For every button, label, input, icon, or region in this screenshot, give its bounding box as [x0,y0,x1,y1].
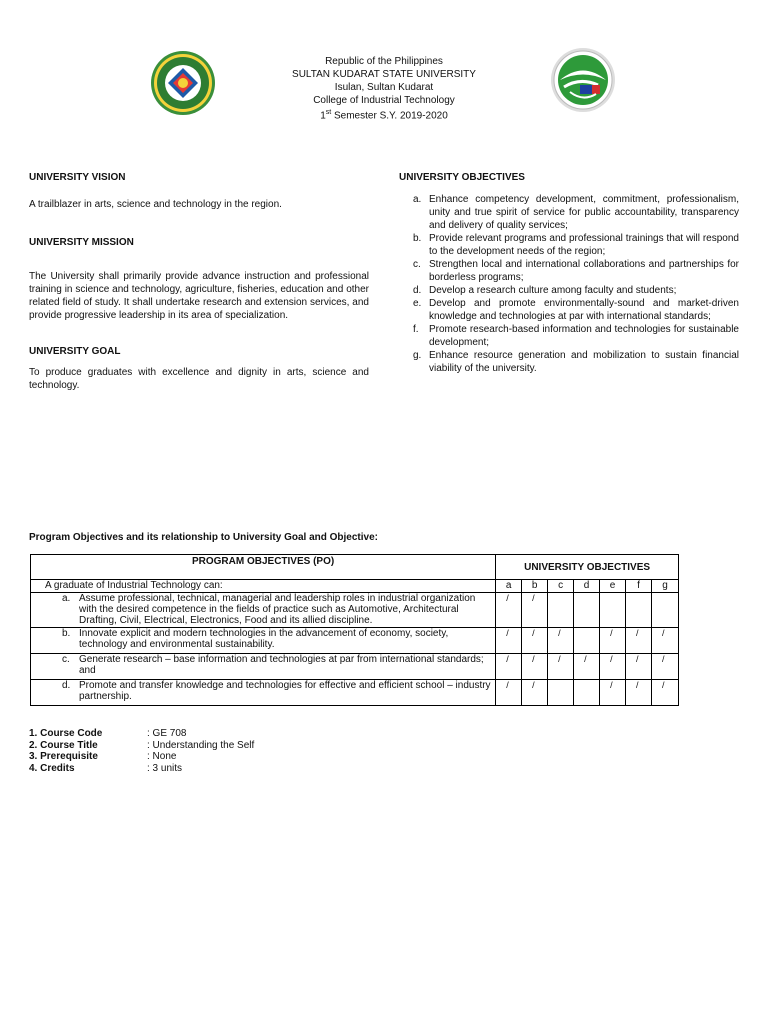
objective-letter: f. [413,324,419,335]
header-republic: Republic of the Philippines [325,56,443,67]
course-row [29,740,254,752]
program-heading: Program Objectives and its relationship to University Goal and Objective: [29,532,378,543]
header-college: College of Industrial Technology [313,95,455,106]
mark-cell: / [496,654,522,680]
goal-title: UNIVERSITY GOAL [29,346,121,357]
table-subheader-row [31,580,679,593]
po-letter: c. [62,654,70,665]
mark-cell: / [548,654,574,680]
po-letter: d. [62,680,71,691]
objective-item [399,284,739,297]
po-cell [31,680,496,706]
column-b: b [522,580,548,593]
po-description: Promote and transfer knowledge and technologies for effective and efficient school – industry partnership. [79,680,491,702]
mark-cell: / [522,654,548,680]
objectives-title: UNIVERSITY OBJECTIVES [399,172,525,183]
mark-cell [548,680,574,706]
objective-item [399,297,739,323]
mark-cell [574,680,600,706]
vision-text: A trailblazer in arts, science and technology in the region. [29,199,282,210]
objective-item [399,349,739,375]
course-value: : Understanding the Self [147,739,255,751]
course-row [29,751,254,763]
header-location: Isulan, Sultan Kudarat [334,82,434,93]
course-value: : 3 units [147,762,183,774]
objective-letter: c. [413,259,421,270]
course-details [29,728,254,774]
objective-letter: g. [413,350,422,361]
mark-cell: / [496,593,522,628]
course-label: 2. Course Title [29,739,98,751]
po-description: Generate research – base information and technologies at par from international standards; and [79,654,484,676]
po-letter: a. [62,593,71,604]
mark-cell [600,593,626,628]
po-description: Assume professional, technical, managerial and leadership roles in industrial organization with the desired competence in the fields of practice such as Automotive, Architectural Drafting, Civil, Electrical, Electronics, Food and its allied discipline. [79,593,476,626]
semester-label: Semester S.Y. 2019-2020 [331,110,448,122]
goal-text: To produce graduates with excellence and dignity in arts, science and technology. [29,367,369,391]
objective-text: Develop a research culture among faculty and students; [429,285,677,296]
column-g: g [652,580,679,593]
table-row [31,628,679,654]
mark-cell: / [626,654,652,680]
header-university: SULTAN KUDARAT STATE UNIVERSITY [292,69,476,80]
course-row [29,728,254,740]
mission-text: The University shall primarily provide advance instruction and professional training in science and technology, agriculture, fisheries, education and other related field of study. It shall undertake research and extension services, and provide progressive leadership in its area of specialization. [29,271,369,321]
objective-text: Strengthen local and international collaborations and partnerships for borderless programs; [429,259,739,283]
mark-cell: / [626,628,652,654]
objective-item [399,323,739,349]
table-header-row [31,555,679,580]
objective-text: Enhance resource generation and mobilization to sustain financial viability of the university. [429,350,739,374]
semester-suffix: st [325,109,332,116]
table-row [31,593,679,628]
table-row [31,680,679,706]
column-e: e [600,580,626,593]
po-intro: A graduate of Industrial Technology can: [31,580,496,593]
uo-header: UNIVERSITY OBJECTIVES [496,555,679,580]
objective-text: Develop and promote environmentally-sound and market-driven knowledge and technologies at par with international standards; [429,298,739,322]
column-d: d [574,580,600,593]
mark-cell: / [652,654,679,680]
objective-item [399,193,739,232]
objectives-list [399,193,739,375]
course-label: 3. Prerequisite [29,751,98,762]
column-a: a [496,580,522,593]
mark-cell: / [574,654,600,680]
mark-cell: / [496,680,522,706]
mark-cell: / [600,680,626,706]
column-c: c [548,580,574,593]
po-description: Innovate explicit and modern technologies in the advancement of economy, society, technology and environmental sustainability. [79,628,449,650]
objective-text: Enhance competency development, commitment, professionalism, unity and true spirit of service for public accountability, transparency and delivery of quality services; [429,194,739,231]
objective-text: Provide relevant programs and professional trainings that will respond to the development needs of the region; [429,233,739,257]
objective-item [399,258,739,284]
po-letter: b. [62,628,71,639]
mark-cell: / [548,628,574,654]
mission-title: UNIVERSITY MISSION [29,237,134,248]
vision-title: UNIVERSITY VISION [29,172,126,183]
mark-cell: / [496,628,522,654]
mark-cell: / [600,654,626,680]
course-label: 4. Credits [29,762,75,774]
po-cell [31,628,496,654]
program-objectives-table [30,554,679,706]
po-header: PROGRAM OBJECTIVES (PO) [31,555,496,580]
objective-letter: d. [413,285,422,296]
mark-cell: / [522,628,548,654]
objective-text: Promote research-based information and technologies for sustainable development; [429,324,739,348]
table-row [31,654,679,680]
mark-cell: / [652,680,679,706]
mark-cell [574,593,600,628]
po-cell [31,654,496,680]
course-label: 1. Course Code [29,728,103,739]
objective-item [399,232,739,258]
column-f: f [626,580,652,593]
objective-letter: a. [413,194,422,205]
mark-cell: / [626,680,652,706]
semester-number: 1 [320,110,326,122]
header-semester [0,106,768,122]
mark-cell: / [652,628,679,654]
course-row [29,763,254,775]
objective-letter: e. [413,298,422,309]
course-value: : None [147,751,177,762]
objective-letter: b. [413,233,422,244]
mark-cell: / [522,680,548,706]
mark-cell [626,593,652,628]
mark-cell [548,593,574,628]
course-value: : GE 708 [147,728,187,739]
mark-cell [574,628,600,654]
mark-cell [652,593,679,628]
po-cell [31,593,496,628]
mark-cell: / [522,593,548,628]
mark-cell: / [600,628,626,654]
